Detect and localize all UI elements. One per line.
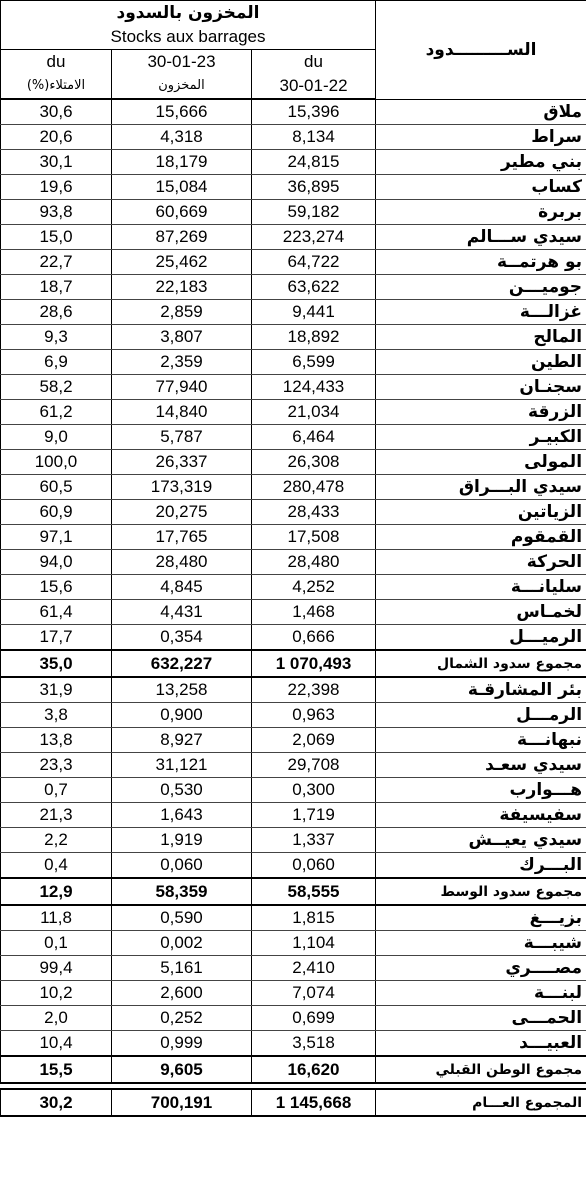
stock-2023-cell: 28,480 [112,550,252,575]
fill-percent-cell: 11,8 [1,905,112,931]
dam-name-cell: المجموع العـــام [376,1089,586,1116]
fill-percent-cell: 3,8 [1,703,112,728]
table-row [1,350,586,375]
stock-2022-cell: 223,274 [252,225,376,250]
table-row [1,1006,586,1031]
stock-2022-cell: 1,815 [252,905,376,931]
stock-2022-cell: 0,060 [252,853,376,879]
dam-name-cell: البـــرك [376,853,586,879]
table-row [1,931,586,956]
table-row [1,600,586,625]
table-row [1,550,586,575]
table-row [1,956,586,981]
stock-2023-cell: 8,927 [112,728,252,753]
dam-name-cell: نبهانـــة [376,728,586,753]
dam-name-cell: مصــــري [376,956,586,981]
table-row [1,325,586,350]
stock-2022-cell: 3,518 [252,1031,376,1057]
table-row [1,250,586,275]
header-prev-date: 30-01-22 [252,74,376,99]
stock-2023-cell: 1,643 [112,803,252,828]
dam-name-cell: الحمـــى [376,1006,586,1031]
stock-2023-cell: 60,669 [112,200,252,225]
header-title-ar: المخزون بالسدود [1,1,376,26]
table-row [1,450,586,475]
table-row [1,728,586,753]
table-row [1,225,586,250]
stock-2023-cell: 2,600 [112,981,252,1006]
stock-2022-cell: 7,074 [252,981,376,1006]
stock-2023-cell: 0,002 [112,931,252,956]
stock-2023-cell: 9,605 [112,1056,252,1083]
fill-percent-cell: 18,7 [1,275,112,300]
fill-percent-cell: 13,8 [1,728,112,753]
stock-2023-cell: 18,179 [112,150,252,175]
stock-2023-cell: 20,275 [112,500,252,525]
fill-percent-cell: 10,4 [1,1031,112,1057]
dam-name-cell: كساب [376,175,586,200]
fill-percent-cell: 2,2 [1,828,112,853]
stock-2023-cell: 632,227 [112,650,252,677]
fill-percent-cell: 2,0 [1,1006,112,1031]
table-row [1,99,586,125]
stock-2023-cell: 25,462 [112,250,252,275]
fill-percent-cell: 9,0 [1,425,112,450]
dam-name-cell: سليانـــة [376,575,586,600]
table-row [1,375,586,400]
fill-percent-cell: 61,4 [1,600,112,625]
stock-2023-cell: 700,191 [112,1089,252,1116]
dam-name-cell: الرميـــل [376,625,586,651]
stock-2022-cell: 64,722 [252,250,376,275]
fill-percent-cell: 15,6 [1,575,112,600]
dam-name-cell: بزيـــغ [376,905,586,931]
fill-percent-cell: 0,4 [1,853,112,879]
fill-percent-cell: 21,3 [1,803,112,828]
stock-2023-cell: 26,337 [112,450,252,475]
stock-2023-cell: 15,666 [112,99,252,125]
stock-2022-cell: 9,441 [252,300,376,325]
dam-name-cell: بو هرتمــة [376,250,586,275]
stock-2023-cell: 4,318 [112,125,252,150]
fill-percent-cell: 10,2 [1,981,112,1006]
stock-2023-cell: 4,431 [112,600,252,625]
table-row [1,275,586,300]
stock-2022-cell: 0,699 [252,1006,376,1031]
stock-2022-cell: 22,398 [252,677,376,703]
stock-2023-cell: 0,354 [112,625,252,651]
table-row [1,475,586,500]
stock-2022-cell: 6,599 [252,350,376,375]
dam-name-cell: شيبـــة [376,931,586,956]
table-row [1,525,586,550]
fill-percent-cell: 60,5 [1,475,112,500]
fill-percent-cell: 100,0 [1,450,112,475]
stock-2022-cell: 1 145,668 [252,1089,376,1116]
stock-2022-cell: 28,433 [252,500,376,525]
fill-percent-cell: 22,7 [1,250,112,275]
dam-name-cell: الزرقة [376,400,586,425]
fill-percent-cell: 0,1 [1,931,112,956]
stock-2023-cell: 87,269 [112,225,252,250]
table-row [1,175,586,200]
table-row [1,1031,586,1057]
table-row [1,981,586,1006]
fill-percent-cell: 97,1 [1,525,112,550]
stock-2023-cell: 0,530 [112,778,252,803]
stock-2023-cell: 2,359 [112,350,252,375]
dam-name-cell: المولى [376,450,586,475]
grand-total-row [1,1089,586,1116]
fill-percent-cell: 58,2 [1,375,112,400]
fill-percent-cell: 15,5 [1,1056,112,1083]
stock-2023-cell: 77,940 [112,375,252,400]
dam-name-cell: مجموع الوطن القبلي [376,1056,586,1083]
dam-name-cell: جوميـــن [376,275,586,300]
stock-2023-cell: 0,252 [112,1006,252,1031]
stock-2022-cell: 58,555 [252,878,376,905]
table-row [1,905,586,931]
header-row-1 [1,1,586,26]
table-row [1,300,586,325]
stock-2022-cell: 0,666 [252,625,376,651]
stock-2022-cell: 4,252 [252,575,376,600]
stock-2022-cell: 24,815 [252,150,376,175]
table-row [1,125,586,150]
dam-name-cell: الزياتين [376,500,586,525]
center-total-row [1,878,586,905]
fill-percent-cell: 35,0 [1,650,112,677]
stock-2023-cell: 31,121 [112,753,252,778]
stock-2023-cell: 5,161 [112,956,252,981]
stock-2022-cell: 1,719 [252,803,376,828]
fill-percent-cell: 94,0 [1,550,112,575]
stock-2022-cell: 59,182 [252,200,376,225]
dam-name-cell: القمقوم [376,525,586,550]
header-title-fr: Stocks aux barrages [1,25,376,50]
dam-name-cell: غزالـــة [376,300,586,325]
fill-percent-cell: 17,7 [1,625,112,651]
fill-percent-cell: 99,4 [1,956,112,981]
stock-2023-cell: 173,319 [112,475,252,500]
dam-name-cell: بئر المشارقـة [376,677,586,703]
table-row [1,753,586,778]
dam-name-cell: سيدي ســـالم [376,225,586,250]
header-fill-du: du [1,50,112,75]
stock-2022-cell: 8,134 [252,125,376,150]
dam-name-cell: المالح [376,325,586,350]
stock-2022-cell: 1,104 [252,931,376,956]
stock-2022-cell: 29,708 [252,753,376,778]
stock-2022-cell: 21,034 [252,400,376,425]
fill-percent-cell: 23,3 [1,753,112,778]
fill-percent-cell: 28,6 [1,300,112,325]
table-row [1,575,586,600]
stock-2022-cell: 26,308 [252,450,376,475]
dam-name-cell: بني مطير [376,150,586,175]
stock-2022-cell: 2,410 [252,956,376,981]
stock-2022-cell: 63,622 [252,275,376,300]
dam-name-cell: سيدي يعيــش [376,828,586,853]
south-total-row [1,1056,586,1083]
fill-percent-cell: 30,6 [1,99,112,125]
stock-2023-cell: 2,859 [112,300,252,325]
dam-name-cell: سيدي البـــراق [376,475,586,500]
fill-percent-cell: 93,8 [1,200,112,225]
stock-2022-cell: 1,468 [252,600,376,625]
header-prev-du: du [252,50,376,75]
table-row [1,853,586,879]
stock-2023-cell: 22,183 [112,275,252,300]
fill-percent-cell: 15,0 [1,225,112,250]
dam-name-cell: العبيـــد [376,1031,586,1057]
fill-percent-cell: 61,2 [1,400,112,425]
table-row [1,803,586,828]
north-total-row [1,650,586,677]
header-dams-label: الســـــــــدود [376,1,586,100]
stock-2022-cell: 6,464 [252,425,376,450]
fill-percent-cell: 20,6 [1,125,112,150]
table-row [1,625,586,651]
stock-2023-cell: 0,590 [112,905,252,931]
table-row [1,500,586,525]
stock-2022-cell: 1,337 [252,828,376,853]
stock-2023-cell: 14,840 [112,400,252,425]
stock-2022-cell: 1 070,493 [252,650,376,677]
stock-2023-cell: 58,359 [112,878,252,905]
dam-name-cell: مجموع سدود الشمال [376,650,586,677]
dam-name-cell: ملاق [376,99,586,125]
stock-2022-cell: 280,478 [252,475,376,500]
dam-name-cell: بربرة [376,200,586,225]
stock-2023-cell: 4,845 [112,575,252,600]
dam-name-cell: الرمـــل [376,703,586,728]
stock-2022-cell: 18,892 [252,325,376,350]
dam-name-cell: الحركة [376,550,586,575]
dam-name-cell: سراط [376,125,586,150]
table-row [1,200,586,225]
dam-name-cell: هـــوارب [376,778,586,803]
dam-name-cell: سفيسيفة [376,803,586,828]
stock-2022-cell: 0,300 [252,778,376,803]
dam-name-cell: الكبيـر [376,425,586,450]
fill-percent-cell: 19,6 [1,175,112,200]
stock-2022-cell: 0,963 [252,703,376,728]
table-row [1,828,586,853]
stock-2022-cell: 17,508 [252,525,376,550]
fill-percent-cell: 12,9 [1,878,112,905]
fill-percent-cell: 0,7 [1,778,112,803]
dam-name-cell: سيدي سعـد [376,753,586,778]
stock-2023-cell: 17,765 [112,525,252,550]
stock-2023-cell: 0,060 [112,853,252,879]
table-row [1,778,586,803]
stock-2022-cell: 28,480 [252,550,376,575]
table-row [1,400,586,425]
fill-percent-cell: 30,1 [1,150,112,175]
table-row [1,150,586,175]
dam-name-cell: سجنـان [376,375,586,400]
fill-percent-cell: 30,2 [1,1089,112,1116]
stock-2023-cell: 0,900 [112,703,252,728]
fill-percent-cell: 31,9 [1,677,112,703]
header-stock-label: المخزون [112,74,252,99]
stock-2022-cell: 2,069 [252,728,376,753]
header-fill-label: الامتلاء(%) [1,74,112,99]
dam-name-cell: الطين [376,350,586,375]
dam-name-cell: مجموع سدود الوسط [376,878,586,905]
stock-2022-cell: 16,620 [252,1056,376,1083]
stock-2023-cell: 0,999 [112,1031,252,1057]
table-row [1,703,586,728]
fill-percent-cell: 9,3 [1,325,112,350]
header-stock-date: 30-01-23 [112,50,252,75]
stock-2023-cell: 15,084 [112,175,252,200]
dam-name-cell: لخمـاس [376,600,586,625]
stock-2023-cell: 5,787 [112,425,252,450]
stock-2022-cell: 124,433 [252,375,376,400]
table-row [1,425,586,450]
stock-2022-cell: 36,895 [252,175,376,200]
stock-2022-cell: 15,396 [252,99,376,125]
dam-name-cell: لبنـــة [376,981,586,1006]
stock-2023-cell: 1,919 [112,828,252,853]
stock-2023-cell: 13,258 [112,677,252,703]
fill-percent-cell: 60,9 [1,500,112,525]
fill-percent-cell: 6,9 [1,350,112,375]
stock-2023-cell: 3,807 [112,325,252,350]
table-row [1,677,586,703]
